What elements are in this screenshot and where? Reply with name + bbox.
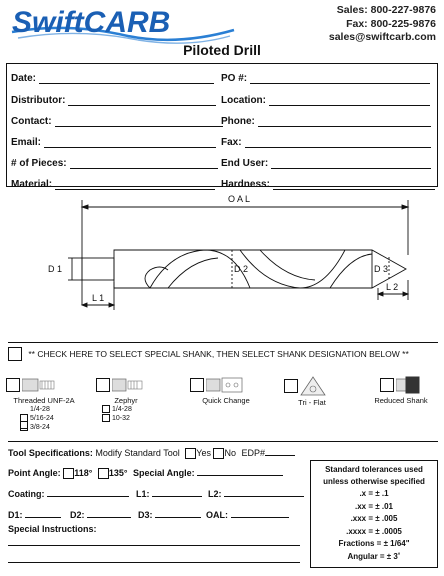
po-row <box>221 73 430 84</box>
special-angle-label: Special Angle: <box>132 468 195 478</box>
tolerance-fractions: Fractions = ± 1/64" <box>338 539 410 548</box>
date-row <box>11 73 214 84</box>
flute-2 <box>240 250 345 288</box>
piloted-drill-drawing <box>0 190 444 340</box>
flute-1-inner <box>168 258 218 288</box>
angle-118-checkbox[interactable] <box>63 468 74 479</box>
oal-arrow-left <box>82 205 88 209</box>
d3-field[interactable] <box>155 509 201 518</box>
tolerance-xxxx: .xxxx = ± .0005 <box>346 526 402 536</box>
distributor-field[interactable] <box>68 96 216 106</box>
modify-yes-checkbox[interactable] <box>185 448 196 459</box>
tolerance-angular: Angular = ± 3˚ <box>347 551 401 561</box>
l2-field[interactable] <box>224 488 304 497</box>
pilot-shank <box>82 258 114 280</box>
oal-row <box>206 509 289 520</box>
modify-standard-label: Modify Standard Tool <box>95 448 180 458</box>
special-shank-row <box>8 347 438 369</box>
tolerance-heading-1: Standard tolerances used <box>325 465 423 474</box>
shank-threaded <box>6 376 82 432</box>
hardness-row <box>221 179 435 190</box>
location-label: Location: <box>221 95 266 106</box>
d1-label: D1: <box>8 510 23 520</box>
instructions-line-1[interactable] <box>8 545 300 546</box>
phone-row <box>221 116 431 127</box>
l1-field[interactable] <box>152 488 202 497</box>
threaded-option-2: 5/16-24 <box>20 414 82 423</box>
angle-118-label: 118° <box>74 468 93 478</box>
distributor-row <box>11 95 216 106</box>
shank-tri-flat <box>284 376 340 407</box>
flute-2-inner <box>260 250 315 280</box>
material-row <box>11 179 215 190</box>
tri-flat-shank-icon <box>300 376 326 396</box>
zephyr-option-1: 1/4-28 <box>102 405 156 414</box>
tolerance-heading-2: unless otherwise specified <box>323 477 425 486</box>
oal-field[interactable] <box>231 509 289 518</box>
tri-flat-name: Tri - Flat <box>298 398 326 407</box>
contact-info <box>329 4 436 45</box>
tolerance-xx: .xx = ± .01 <box>355 501 393 511</box>
oal-field-label: OAL: <box>206 510 228 520</box>
d2-label: D 2 <box>234 264 249 274</box>
sales-phone: Sales: 800-227-9876 <box>336 4 436 16</box>
zephyr-10-32-checkbox[interactable] <box>102 414 110 422</box>
special-angle-field[interactable] <box>197 467 283 476</box>
divider-2 <box>8 441 438 442</box>
modify-no-checkbox[interactable] <box>213 448 224 459</box>
special-shank-checkbox[interactable] <box>8 347 22 361</box>
threaded-option-3: 3/8-24 <box>20 423 82 432</box>
special-instructions-row <box>8 524 97 534</box>
tolerance-x: .x = ± .1 <box>359 489 389 498</box>
tolerance-xxx: .xxx = ± .005 <box>350 514 398 523</box>
d1-label: D 1 <box>48 264 63 274</box>
end-user-field[interactable] <box>271 159 431 169</box>
email-label: Email: <box>11 137 42 148</box>
contact-row <box>11 116 223 127</box>
fax-field[interactable] <box>245 138 431 148</box>
point-angle-label: Point Angle: <box>8 468 61 478</box>
pieces-field[interactable] <box>70 159 218 169</box>
instructions-line-2[interactable] <box>8 562 300 563</box>
yes-label: Yes <box>196 448 211 458</box>
coating-label: Coating: <box>8 489 45 499</box>
edp-label: EDP# <box>241 448 266 458</box>
shank-quick-change <box>190 376 262 405</box>
fax-row <box>221 137 431 148</box>
shank-zephyr <box>96 376 156 423</box>
quick-change-shank-icon <box>206 376 246 394</box>
zephyr-name: Zephyr <box>114 396 138 405</box>
special-shank-text: ** CHECK HERE TO SELECT SPECIAL SHANK, THEN SELECT SHANK DESIGNATION BELOW ** <box>28 349 409 359</box>
d1-field[interactable] <box>25 509 61 518</box>
location-row <box>221 95 430 106</box>
coating-field[interactable] <box>47 488 129 497</box>
no-label: No <box>224 448 236 458</box>
d2-field[interactable] <box>87 509 131 518</box>
sales-email[interactable]: sales@swiftcarb.com <box>328 31 436 43</box>
material-field[interactable] <box>55 180 215 190</box>
zephyr-checkbox[interactable] <box>96 378 110 392</box>
location-field[interactable] <box>269 96 430 106</box>
special-instructions-label: Special Instructions: <box>8 524 97 534</box>
end-user-label: End User: <box>221 158 269 169</box>
date-field[interactable] <box>39 74 214 84</box>
divider <box>8 342 438 343</box>
zephyr-option-2: 10-32 <box>102 414 156 423</box>
l1-label: L1: <box>136 489 150 499</box>
phone-label: Phone: <box>221 116 255 127</box>
tri-flat-checkbox[interactable] <box>284 379 298 393</box>
zephyr-shank-icon <box>112 376 146 394</box>
fax-label: Fax: <box>221 137 242 148</box>
pieces-row <box>11 158 218 169</box>
fax-number: Fax: 800-225-9876 <box>346 17 436 30</box>
reduced-shank-icon <box>396 376 420 394</box>
d2-label: D2: <box>70 510 85 520</box>
edp-field[interactable] <box>265 447 295 456</box>
angle-135-checkbox[interactable] <box>98 468 109 479</box>
l2-label: L2: <box>208 489 222 499</box>
d2-row <box>70 509 131 520</box>
d3-label: D 3 <box>374 264 389 274</box>
d3-row <box>138 509 201 520</box>
oal-arrow-right <box>402 205 408 209</box>
pieces-label: # of Pieces: <box>11 158 67 169</box>
email-row <box>11 137 216 148</box>
drill-body <box>114 250 406 288</box>
l2-label: L 2 <box>386 282 399 292</box>
order-form <box>6 63 438 190</box>
reduced-shank-name: Reduced Shank <box>374 396 428 405</box>
hardness-field[interactable] <box>273 180 435 190</box>
hardness-label: Hardness: <box>221 179 270 190</box>
po-field[interactable] <box>250 74 430 84</box>
shank-reduced <box>366 376 436 405</box>
contact-label: Contact: <box>11 116 52 127</box>
threaded-option-1: 1/4-28 <box>30 406 50 413</box>
distributor-label: Distributor: <box>11 95 66 106</box>
l2-row <box>208 488 304 499</box>
d3-label: D3: <box>138 510 153 520</box>
email-field[interactable] <box>44 138 216 148</box>
quick-change-name: Quick Change <box>202 396 250 405</box>
phone-field[interactable] <box>258 117 431 127</box>
material-label: Material: <box>11 179 53 190</box>
angle-135-label: 135° <box>108 468 128 478</box>
reduced-shank-checkbox[interactable] <box>380 378 394 392</box>
end-user-row <box>221 158 431 169</box>
tolerances-box <box>310 460 438 568</box>
swiftcarb-logo <box>8 2 238 44</box>
d1-row <box>8 509 61 520</box>
l1-row <box>136 488 202 499</box>
po-label: PO #: <box>221 73 248 84</box>
zephyr-1-4-checkbox[interactable] <box>102 405 110 413</box>
contact-field[interactable] <box>55 117 223 127</box>
date-label: Date: <box>11 73 37 84</box>
threaded-1-4-checkbox[interactable] <box>20 421 28 429</box>
threaded-name: Threaded UNF-2A <box>13 396 75 405</box>
l1-label: L 1 <box>92 293 105 303</box>
threaded-checkbox[interactable] <box>6 378 20 392</box>
logo-text: SwiftCARB <box>12 6 171 39</box>
quick-change-checkbox[interactable] <box>190 378 204 392</box>
coating-row <box>8 488 129 499</box>
oal-label: O A L <box>228 194 251 204</box>
threaded-shank-icon <box>22 376 62 394</box>
tool-spec-label: Tool Specifications: <box>8 448 93 458</box>
tool-spec-row <box>8 447 295 459</box>
page-title: Piloted Drill <box>183 42 261 58</box>
point-angle-row <box>8 467 283 479</box>
